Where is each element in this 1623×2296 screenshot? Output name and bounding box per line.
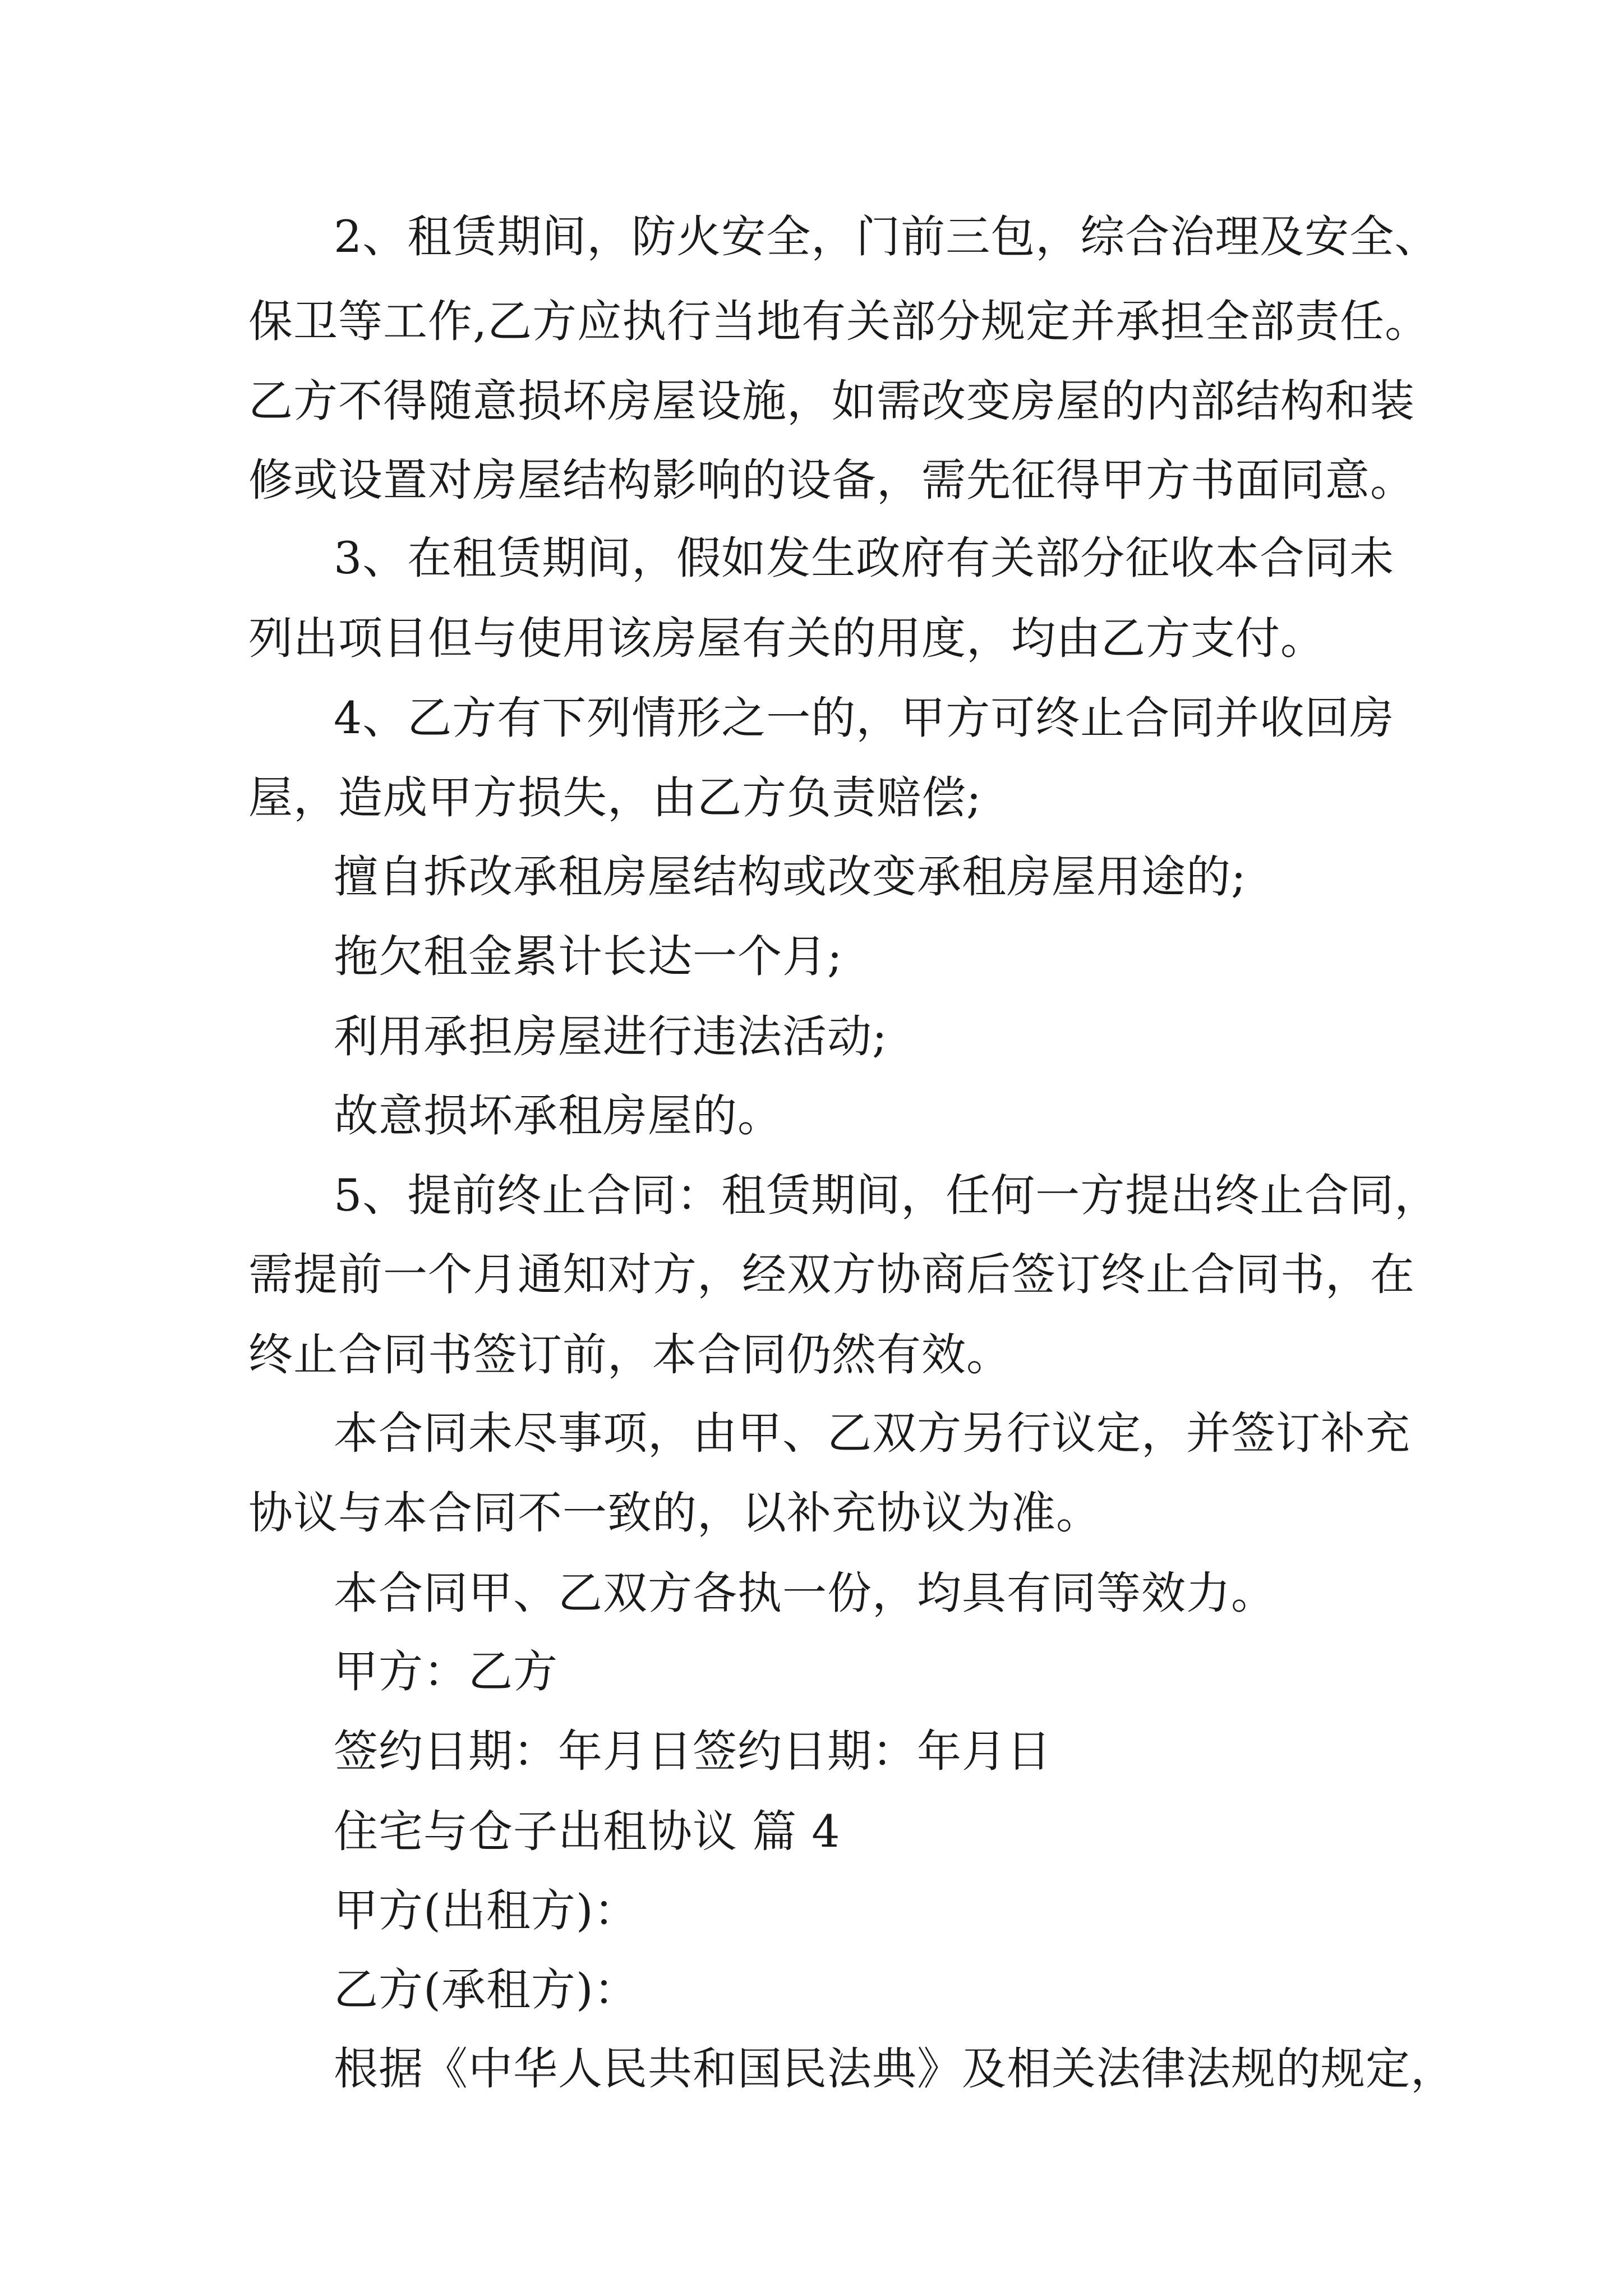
paragraph-line: 2、租赁期间，防火安全，门前三包，综合治理及安全、 bbox=[334, 211, 1440, 263]
paragraph-line: 根据《中华人民共和国民法典》及相关法律法规的规定， bbox=[334, 2043, 1455, 2095]
lessee-line: 乙方(承租方)： bbox=[334, 1964, 639, 2016]
paragraph-line: 3、在租赁期间，假如发生政府有关部分征收本合同未 bbox=[334, 532, 1395, 584]
paragraph-line: 本合同甲、乙双方各执一份，均具有同等效力。 bbox=[334, 1567, 1276, 1619]
paragraph-line: 需提前一个月通知对方，经双方协商后签订终止合同书，在 bbox=[248, 1249, 1415, 1300]
signature-parties-line: 甲方：乙方 bbox=[334, 1646, 558, 1697]
paragraph-line: 故意损坏承租房屋的。 bbox=[334, 1090, 782, 1142]
section-heading: 住宅与仓子出租协议 篇 4 bbox=[334, 1806, 841, 1857]
paragraph-line: 列出项目但与使用该房屋有关的用度，均由乙方支付。 bbox=[248, 613, 1325, 664]
paragraph-line: 屋，造成甲方损失，由乙方负责赔偿; bbox=[248, 772, 982, 823]
paragraph-line: 协议与本合同不一致的，以补充协议为准。 bbox=[248, 1487, 1101, 1539]
paragraph-line: 本合同未尽事项，由甲、乙双方另行议定，并签订补充 bbox=[334, 1407, 1410, 1459]
paragraph-line: 拖欠租金累计长达一个月; bbox=[334, 931, 843, 982]
paragraph-line: 擅自拆改承租房屋结构或改变承租房屋用途的; bbox=[334, 851, 1247, 903]
paragraph-line: 4、乙方有下列情形之一的，甲方可终止合同并收回房 bbox=[334, 692, 1395, 744]
paragraph-line: 保卫等工作,乙方应执行当地有关部分规定并承担全部责任。 bbox=[248, 296, 1430, 347]
paragraph-line: 5、提前终止合同：租赁期间，任何一方提出终止合同， bbox=[334, 1170, 1440, 1221]
paragraph-line: 修或设置对房屋结构影响的设备，需先征得甲方书面同意。 bbox=[248, 454, 1415, 506]
paragraph-line: 终止合同书签订前，本合同仍然有效。 bbox=[248, 1329, 1011, 1381]
lessor-line: 甲方(出租方)： bbox=[334, 1885, 639, 1936]
signature-date-line: 签约日期：年月日签约日期：年月日 bbox=[334, 1726, 1052, 1777]
paragraph-line: 利用承担房屋进行违法活动; bbox=[334, 1011, 888, 1062]
paragraph-line: 乙方不得随意损坏房屋设施，如需改变房屋的内部结构和装 bbox=[248, 375, 1415, 427]
